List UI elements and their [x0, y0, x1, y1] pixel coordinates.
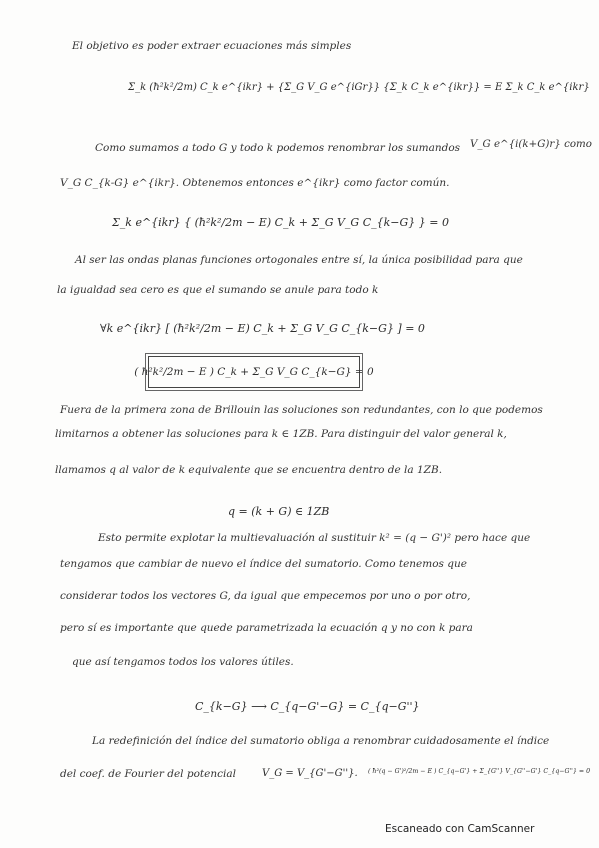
text-line-9: Esto permite explotar la multievaluación al sustituir k² = (q − G')² pero hace que — [98, 532, 531, 544]
equation-for-all-k: ∀k e^{ikr} [ (ħ²k²/2m − E) C_k + Σ_G V_G C_{k−G} ] = 0 — [100, 322, 425, 335]
text-line-12: pero sí es importante que quede parametrizada la ecuación q y no con k para — [60, 622, 473, 634]
equation-schrodinger-fourier: Σ_k (ħ²k²/2m) C_k e^{ikr} + {Σ_G V_G e^{iGr}} {Σ_k C_k e^{ikr}} = E Σ_k C_k e^{ikr} — [128, 82, 590, 93]
text-line-14: La redefinición del índice del sumatorio obliga a renombrar cuidadosamente el índice — [92, 735, 550, 747]
text-line-2b: V_G e^{i(k+G)r} como — [470, 138, 592, 150]
equation-potential-coef: V_G = V_{G'−G''}. — [262, 768, 358, 779]
camscanner-footer: Escaneado con CamScanner — [385, 823, 535, 835]
text-line-4: Al ser las ondas planas funciones ortogonales entre sí, la única posibilidad para que — [75, 254, 523, 266]
text-line-3: V_G C_{k-G} e^{ikr}. Obtenemos entonces e^{ikr} como factor común. — [60, 177, 450, 189]
equation-index-renaming: C_{k−G} ⟶ C_{q−G'−G} = C_{q−G''} — [195, 700, 420, 713]
text-line-13: que así tengamos todos los valores útiles. — [72, 656, 294, 668]
text-line-1: El objetivo es poder extraer ecuaciones más simples — [72, 40, 352, 52]
text-line-7: limitarnos a obtener las soluciones para k ∈ 1ZB. Para distinguir del valor general k, — [55, 428, 507, 440]
text-line-5: la igualdad sea cero es que el sumando se anule para todo k — [57, 284, 379, 296]
text-line-8: llamamos q al valor de k equivalente que se encuentra dentro de la 1ZB. — [55, 464, 443, 476]
text-line-11: considerar todos los vectores G, da igual que empecemos por uno o por otro, — [60, 590, 471, 602]
text-line-10: tengamos que cambiar de nuevo el índice del sumatorio. Como tenemos que — [60, 558, 467, 570]
boxed-central-equation — [134, 356, 374, 388]
equation-q-definition: q = (k + G) ∈ 1ZB — [228, 505, 330, 518]
text-line-6: Fuera de la primera zona de Brillouin las soluciones son redundantes, con lo que podemos — [60, 404, 543, 416]
equation-factored-sum: Σ_k e^{ikr} { (ħ²k²/2m − E) C_k + Σ_G V_G C_{k−G} } = 0 — [112, 216, 449, 229]
equation-final: ( ħ²(q − G')²/2m − E ) C_{q−G'} + Σ_{G''} V_{G''−G'} C_{q−G''} = 0 — [368, 768, 591, 775]
text-line-15: del coef. de Fourier del potencial — [60, 768, 236, 780]
text-line-2a: Como sumamos a todo G y todo k podemos renombrar los sumandos — [95, 142, 461, 154]
equation-central: ( ħ²k²/2m − E ) C_k + Σ_G V_G C_{k−G} = 0 — [134, 366, 374, 378]
